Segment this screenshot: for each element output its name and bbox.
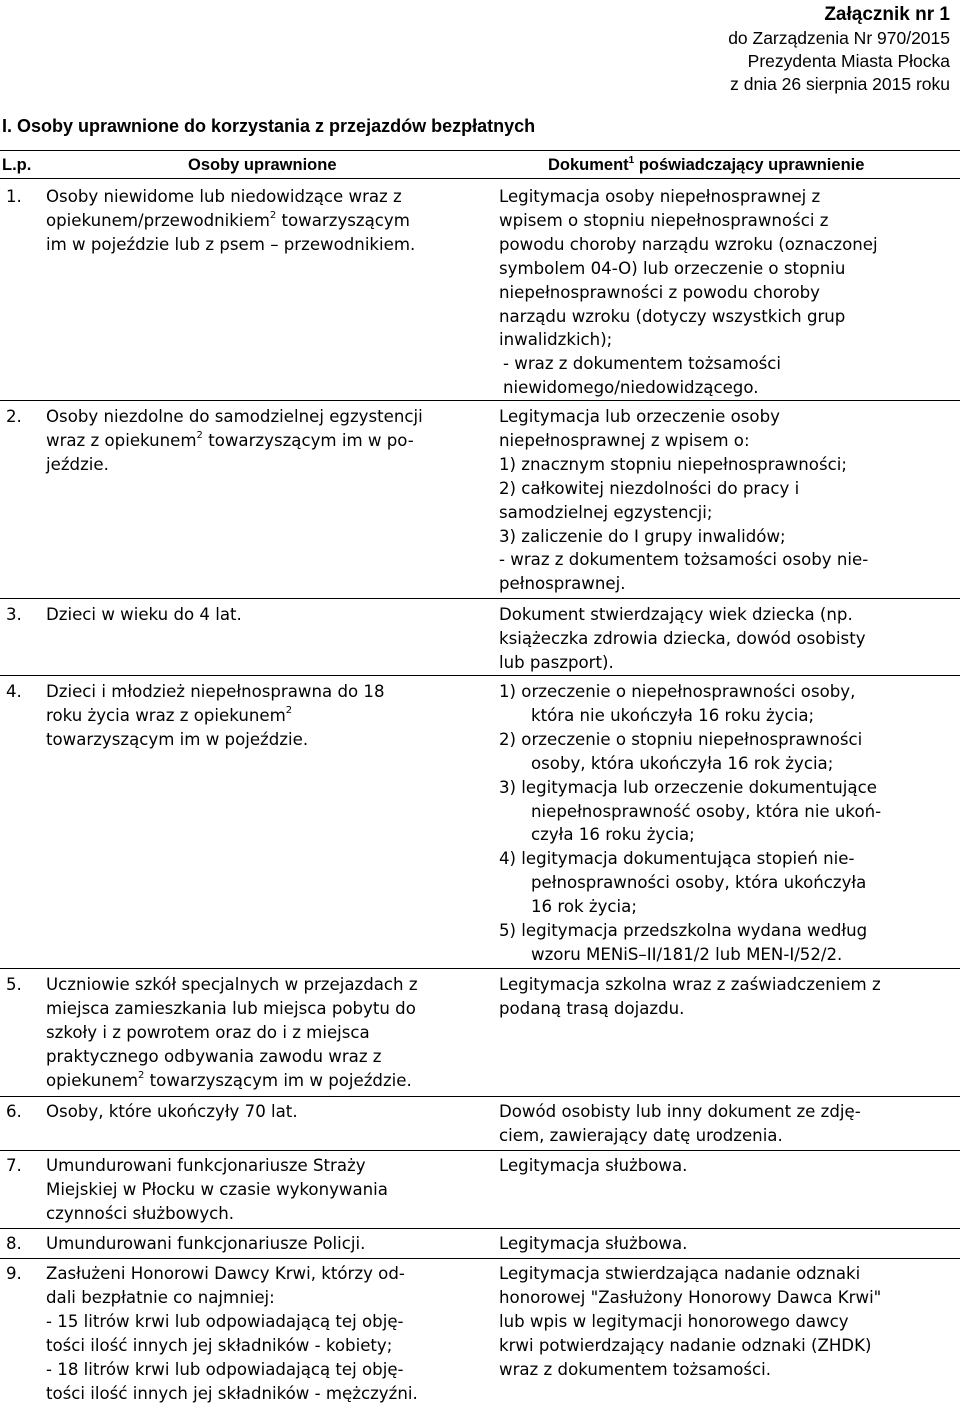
row-divider bbox=[0, 1150, 960, 1151]
text-span: opiekunem bbox=[46, 1070, 139, 1090]
row-entitled bbox=[46, 1100, 494, 1124]
text-line: osoby, która ukończyła 16 rok życia; bbox=[531, 753, 834, 773]
row-number: 5. bbox=[6, 975, 22, 994]
row-divider bbox=[0, 675, 960, 676]
text-line: Dzieci i młodzież niepełnosprawna do 18 bbox=[46, 682, 385, 701]
text-line: - wraz z dokumentem tożsamości bbox=[503, 354, 782, 374]
row-entitled bbox=[46, 405, 494, 477]
text-line: niepełnosprawność osoby, która nie ukoń- bbox=[531, 801, 882, 821]
row-entitled bbox=[46, 1154, 494, 1226]
text-line: samodzielnej egzystencji; bbox=[499, 502, 713, 522]
text-line: praktycznego odbywania zawodu wraz z bbox=[46, 1046, 382, 1066]
text-line: wpisem o stopniu niepełnosprawności z bbox=[499, 210, 829, 230]
row-number: 6. bbox=[6, 1102, 22, 1121]
text-line: inwalidzkich); bbox=[499, 330, 613, 350]
text-line: tości ilość innych jej składników - kobiety; bbox=[46, 1335, 393, 1355]
text-line: czyła 16 roku życia; bbox=[531, 825, 695, 845]
text-line: lub paszport). bbox=[499, 652, 614, 672]
row-number: 8. bbox=[6, 1234, 22, 1253]
row-document bbox=[499, 603, 955, 675]
text-line: Legitymacja stwierdzająca nadanie odznaki bbox=[499, 1264, 861, 1283]
header-lp: L.p. bbox=[2, 156, 32, 174]
text-line: powodu choroby narządu wzroku (oznaczonej bbox=[499, 234, 878, 254]
row-number: 9. bbox=[6, 1264, 22, 1283]
row-number: 7. bbox=[6, 1156, 22, 1175]
text-line: - wraz z dokumentem tożsamości osoby nie- bbox=[499, 550, 869, 570]
text-line: Zasłużeni Honorowi Dawcy Krwi, którzy od- bbox=[46, 1264, 405, 1283]
row-entitled bbox=[46, 973, 494, 1093]
annex-title: Załącznik nr 1 bbox=[824, 4, 950, 25]
text-line: podaną trasą dojazdu. bbox=[499, 998, 685, 1018]
row-document bbox=[499, 1232, 955, 1256]
table-top-rule bbox=[0, 150, 960, 151]
text-line: Osoby, które ukończyły 70 lat. bbox=[46, 1102, 298, 1121]
row-divider bbox=[0, 400, 960, 401]
text-line: wzoru MENiS–II/181/2 lub MEN-I/52/2. bbox=[531, 944, 843, 964]
text-line: 4) legitymacja dokumentująca stopień nie- bbox=[499, 849, 855, 869]
text-line: 3) zaliczenie do I grupy inwalidów; bbox=[499, 526, 786, 546]
text-line: 5) legitymacja przedszkolna wydana według bbox=[499, 921, 868, 941]
text-line: pełnosprawnej. bbox=[499, 574, 626, 594]
row-entitled bbox=[46, 1232, 494, 1256]
header-document-label: Dokument bbox=[548, 156, 629, 174]
footnote-mark: 2 bbox=[138, 1070, 145, 1082]
text-line: 1) orzeczenie o niepełnosprawności osoby, bbox=[499, 682, 856, 701]
row-entitled bbox=[46, 185, 494, 257]
header-document-footnote: 1 bbox=[628, 154, 635, 166]
text-line: Legitymacja służbowa. bbox=[499, 1156, 688, 1175]
text-line: 1) znacznym stopniu niepełnosprawności; bbox=[499, 454, 847, 474]
annex-line-3: z dnia 26 sierpnia 2015 roku bbox=[730, 74, 950, 94]
footnote-mark: 2 bbox=[285, 705, 293, 717]
text-line: lub wpis w legitymacji honorowego dawcy bbox=[499, 1311, 849, 1331]
row-entitled bbox=[46, 1262, 494, 1405]
text-line: 2) całkowitej niezdolności do pracy i bbox=[499, 478, 800, 498]
footnote-mark: 2 bbox=[269, 210, 277, 222]
row-document bbox=[499, 185, 955, 400]
header-entitled: Osoby uprawnione bbox=[188, 156, 337, 174]
text-line: niepełnosprawnej z wpisem o: bbox=[499, 430, 750, 450]
text-line: niewidomego/niedowidzącego. bbox=[503, 378, 759, 398]
row-divider bbox=[0, 1096, 960, 1097]
text-line: Legitymacja lub orzeczenie osoby bbox=[499, 407, 780, 426]
text-line: Osoby niewidome lub niedowidzące wraz z bbox=[46, 187, 402, 206]
text-line: Umundurowani funkcjonariusze Straży bbox=[46, 1156, 366, 1175]
text-span: wraz z opiekunem bbox=[46, 430, 197, 450]
text-line: tości ilość innych jej składników - mężczyźni. bbox=[46, 1383, 418, 1403]
row-number: 2. bbox=[6, 407, 22, 426]
section-title: I. Osoby uprawnione do korzystania z przejazdów bezpłatnych bbox=[2, 116, 536, 136]
annex-header bbox=[728, 2, 950, 96]
text-span: towarzyszącym im w pojeździe. bbox=[144, 1070, 412, 1090]
text-line: 16 rok życia; bbox=[531, 897, 637, 917]
text-line: Legitymacja osoby niepełnosprawnej z bbox=[499, 187, 821, 206]
text-line: Miejskiej w Płocku w czasie wykonywania bbox=[46, 1179, 388, 1199]
row-document bbox=[499, 1100, 955, 1148]
header-document bbox=[548, 156, 864, 175]
text-line: honorowej "Zasłużony Honorowy Dawca Krwi" bbox=[499, 1287, 882, 1307]
row-document bbox=[499, 680, 955, 967]
text-line: która nie ukończyła 16 roku życia; bbox=[531, 705, 815, 725]
row-divider bbox=[0, 968, 960, 969]
row-entitled bbox=[46, 603, 494, 627]
header-document-rest: poświadczający uprawnienie bbox=[638, 156, 865, 174]
text-line: pełnosprawności osoby, która ukończyła bbox=[531, 873, 867, 893]
row-document bbox=[499, 405, 955, 596]
text-line: jeździe. bbox=[46, 454, 109, 474]
text-span: roku życia wraz z opiekunem bbox=[46, 705, 286, 725]
text-line: wraz z dokumentem tożsamości. bbox=[499, 1359, 772, 1379]
text-line bbox=[46, 1069, 494, 1093]
text-line: im w pojeździe lub z psem – przewodnikiem. bbox=[46, 234, 416, 254]
row-number: 4. bbox=[6, 682, 22, 701]
text-line: niepełnosprawności z powodu choroby bbox=[499, 282, 821, 302]
text-line: Dzieci w wieku do 4 lat. bbox=[46, 605, 242, 624]
annex-line-2: Prezydenta Miasta Płocka bbox=[747, 51, 950, 71]
text-line: 2) orzeczenie o stopniu niepełnosprawności bbox=[499, 729, 863, 749]
text-line: szkoły i z powrotem oraz do i z miejsca bbox=[46, 1022, 370, 1042]
text-line: książeczka zdrowia dziecka, dowód osobisty bbox=[499, 628, 866, 648]
text-line: dali bezpłatnie co najmniej: bbox=[46, 1287, 275, 1307]
text-span: opiekunem/przewodnikiem bbox=[46, 210, 270, 230]
footnote-mark: 2 bbox=[196, 430, 203, 442]
row-document bbox=[499, 1262, 955, 1382]
row-number: 3. bbox=[6, 605, 22, 624]
text-line: czynności służbowych. bbox=[46, 1203, 235, 1223]
text-line: krwi potwierdzający nadanie odznaki (ZHDK) bbox=[499, 1335, 872, 1355]
annex-line-1: do Zarządzenia Nr 970/2015 bbox=[728, 28, 950, 48]
row-divider bbox=[0, 598, 960, 599]
text-line: Legitymacja szkolna wraz z zaświadczeniem z bbox=[499, 975, 881, 994]
row-number: 1. bbox=[6, 187, 22, 206]
text-line: Dokument stwierdzający wiek dziecka (np. bbox=[499, 605, 853, 624]
text-span: towarzyszącym im w po- bbox=[202, 430, 414, 450]
text-line: Uczniowie szkół specjalnych w przejazdach z bbox=[46, 975, 418, 994]
row-entitled bbox=[46, 680, 494, 752]
row-divider bbox=[0, 1228, 960, 1229]
text-line: towarzyszącym im w pojeździe. bbox=[46, 729, 309, 749]
text-line: miejsca zamieszkania lub miejsca pobytu do bbox=[46, 998, 416, 1018]
text-line: Osoby niezdolne do samodzielnej egzystencji bbox=[46, 407, 423, 426]
text-line: narządu wzroku (dotyczy wszystkich grup bbox=[499, 306, 846, 326]
row-document bbox=[499, 973, 955, 1021]
table-header-rule bbox=[0, 178, 960, 179]
text-line: Legitymacja służbowa. bbox=[499, 1234, 688, 1253]
text-line: symbolem 04-O) lub orzeczenie o stopniu bbox=[499, 258, 846, 278]
text-line: ciem, zawierający datę urodzenia. bbox=[499, 1125, 783, 1145]
text-line bbox=[46, 704, 494, 728]
text-line: 3) legitymacja lub orzeczenie dokumentujące bbox=[499, 777, 877, 797]
text-line: Umundurowani funkcjonariusze Policji. bbox=[46, 1234, 366, 1253]
row-document bbox=[499, 1154, 955, 1178]
text-line: - 18 litrów krwi lub odpowiadającą tej obję- bbox=[46, 1359, 404, 1379]
text-span: towarzyszącym bbox=[276, 210, 410, 230]
text-line bbox=[46, 209, 494, 233]
row-divider bbox=[0, 1258, 960, 1259]
text-line: Dowód osobisty lub inny dokument ze zdję- bbox=[499, 1102, 861, 1121]
text-line bbox=[46, 429, 494, 453]
text-line: - 15 litrów krwi lub odpowiadającą tej obję- bbox=[46, 1311, 404, 1331]
